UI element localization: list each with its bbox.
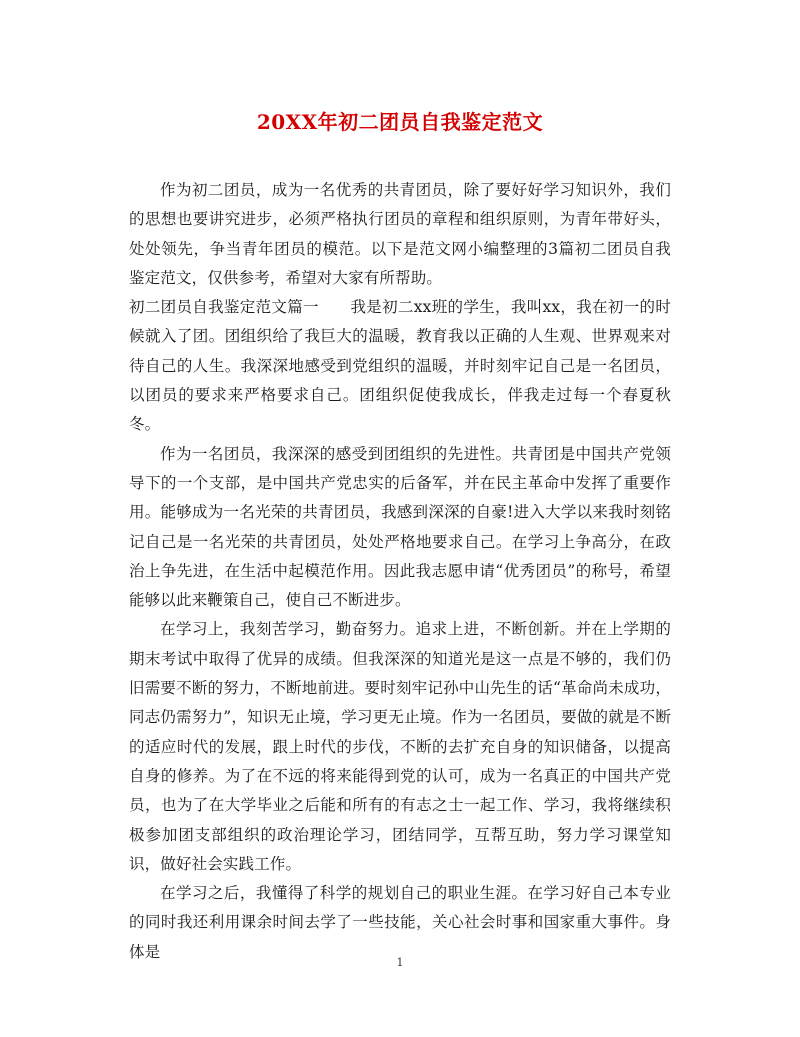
page-number: 1 xyxy=(396,956,404,969)
paragraph-career: 在学习之后，我懂得了科学的规划自己的职业生涯。在学习好自己本专业的同时我还利用课余时间去学了一些技能，关心社会时事和国家重大事件。身体是 xyxy=(129,884,671,961)
document-title: 20XX年初二团员自我鉴定范文 xyxy=(256,110,544,134)
paragraph-intro: 作为初二团员，成为一名优秀的共青团员，除了要好好学习知识外，我们的思想也要讲究进步，必须严格执行团员的章程和组织原则，为青年带好头，处处领先，争当青年团员的模范。以下是范文网小编整理的3篇初二团员自我鉴定范文，仅供参考，希望对大家有所帮助。 xyxy=(129,181,671,287)
paragraph-advancement: 作为一名团员，我深深的感受到团组织的先进性。共青团是中国共产党领导下的一个支部，是中国共产党忠实的后备军，并在民主革命中发挥了重要作用。能够成为一名光荣的共青团员，我感到深深的自豪!进入大学以来我时刻铭记自己是一名光荣的共青团员，处处严格地要求自己。在学习上争高分，在政治上争先进，在生活中起模范作用。因此我志愿申请“优秀团员”的称号，希望能够以此来鞭策自己，使自己不断进步。 xyxy=(129,444,671,610)
paragraph-section-one: 初二团员自我鉴定范文篇一 我是初二xx班的学生，我叫xx，我在初一的时候就入了团。团组织给了我巨大的温暖，教育我以正确的人生观、世界观来对待自己的人生。我深深地感受到党组织的温暖，并时刻牢记自己是一名团员，以团员的要求来严格要求自己。团组织促使我成长，伴我走过每一个春夏秋冬。 xyxy=(129,298,671,434)
paragraph-study: 在学习上，我刻苦学习，勤奋努力。追求上进，不断创新。并在上学期的期末考试中取得了优异的成绩。但我深深的知道光是这一点是不够的，我们仍旧需要不断的努力，不断地前进。要时刻牢记孙中山先生的话“革命尚未成功，同志仍需努力”，知识无止境，学习更无止境。作为一名团员，要做的就是不断的适应时代的发展，跟上时代的步伐，不断的去扩充自身的知识储备，以提高自身的修养。为了在不远的将来能得到党的认可，成为一名真正的中国共产党员，也为了在大学毕业之后能和所有的有志之士一起工作、学习，我将继续积极参加团支部组织的政治理论学习，团结同学，互帮互助，努力学习课堂知识，做好社会实践工作。 xyxy=(129,620,671,873)
document-body xyxy=(129,176,671,967)
